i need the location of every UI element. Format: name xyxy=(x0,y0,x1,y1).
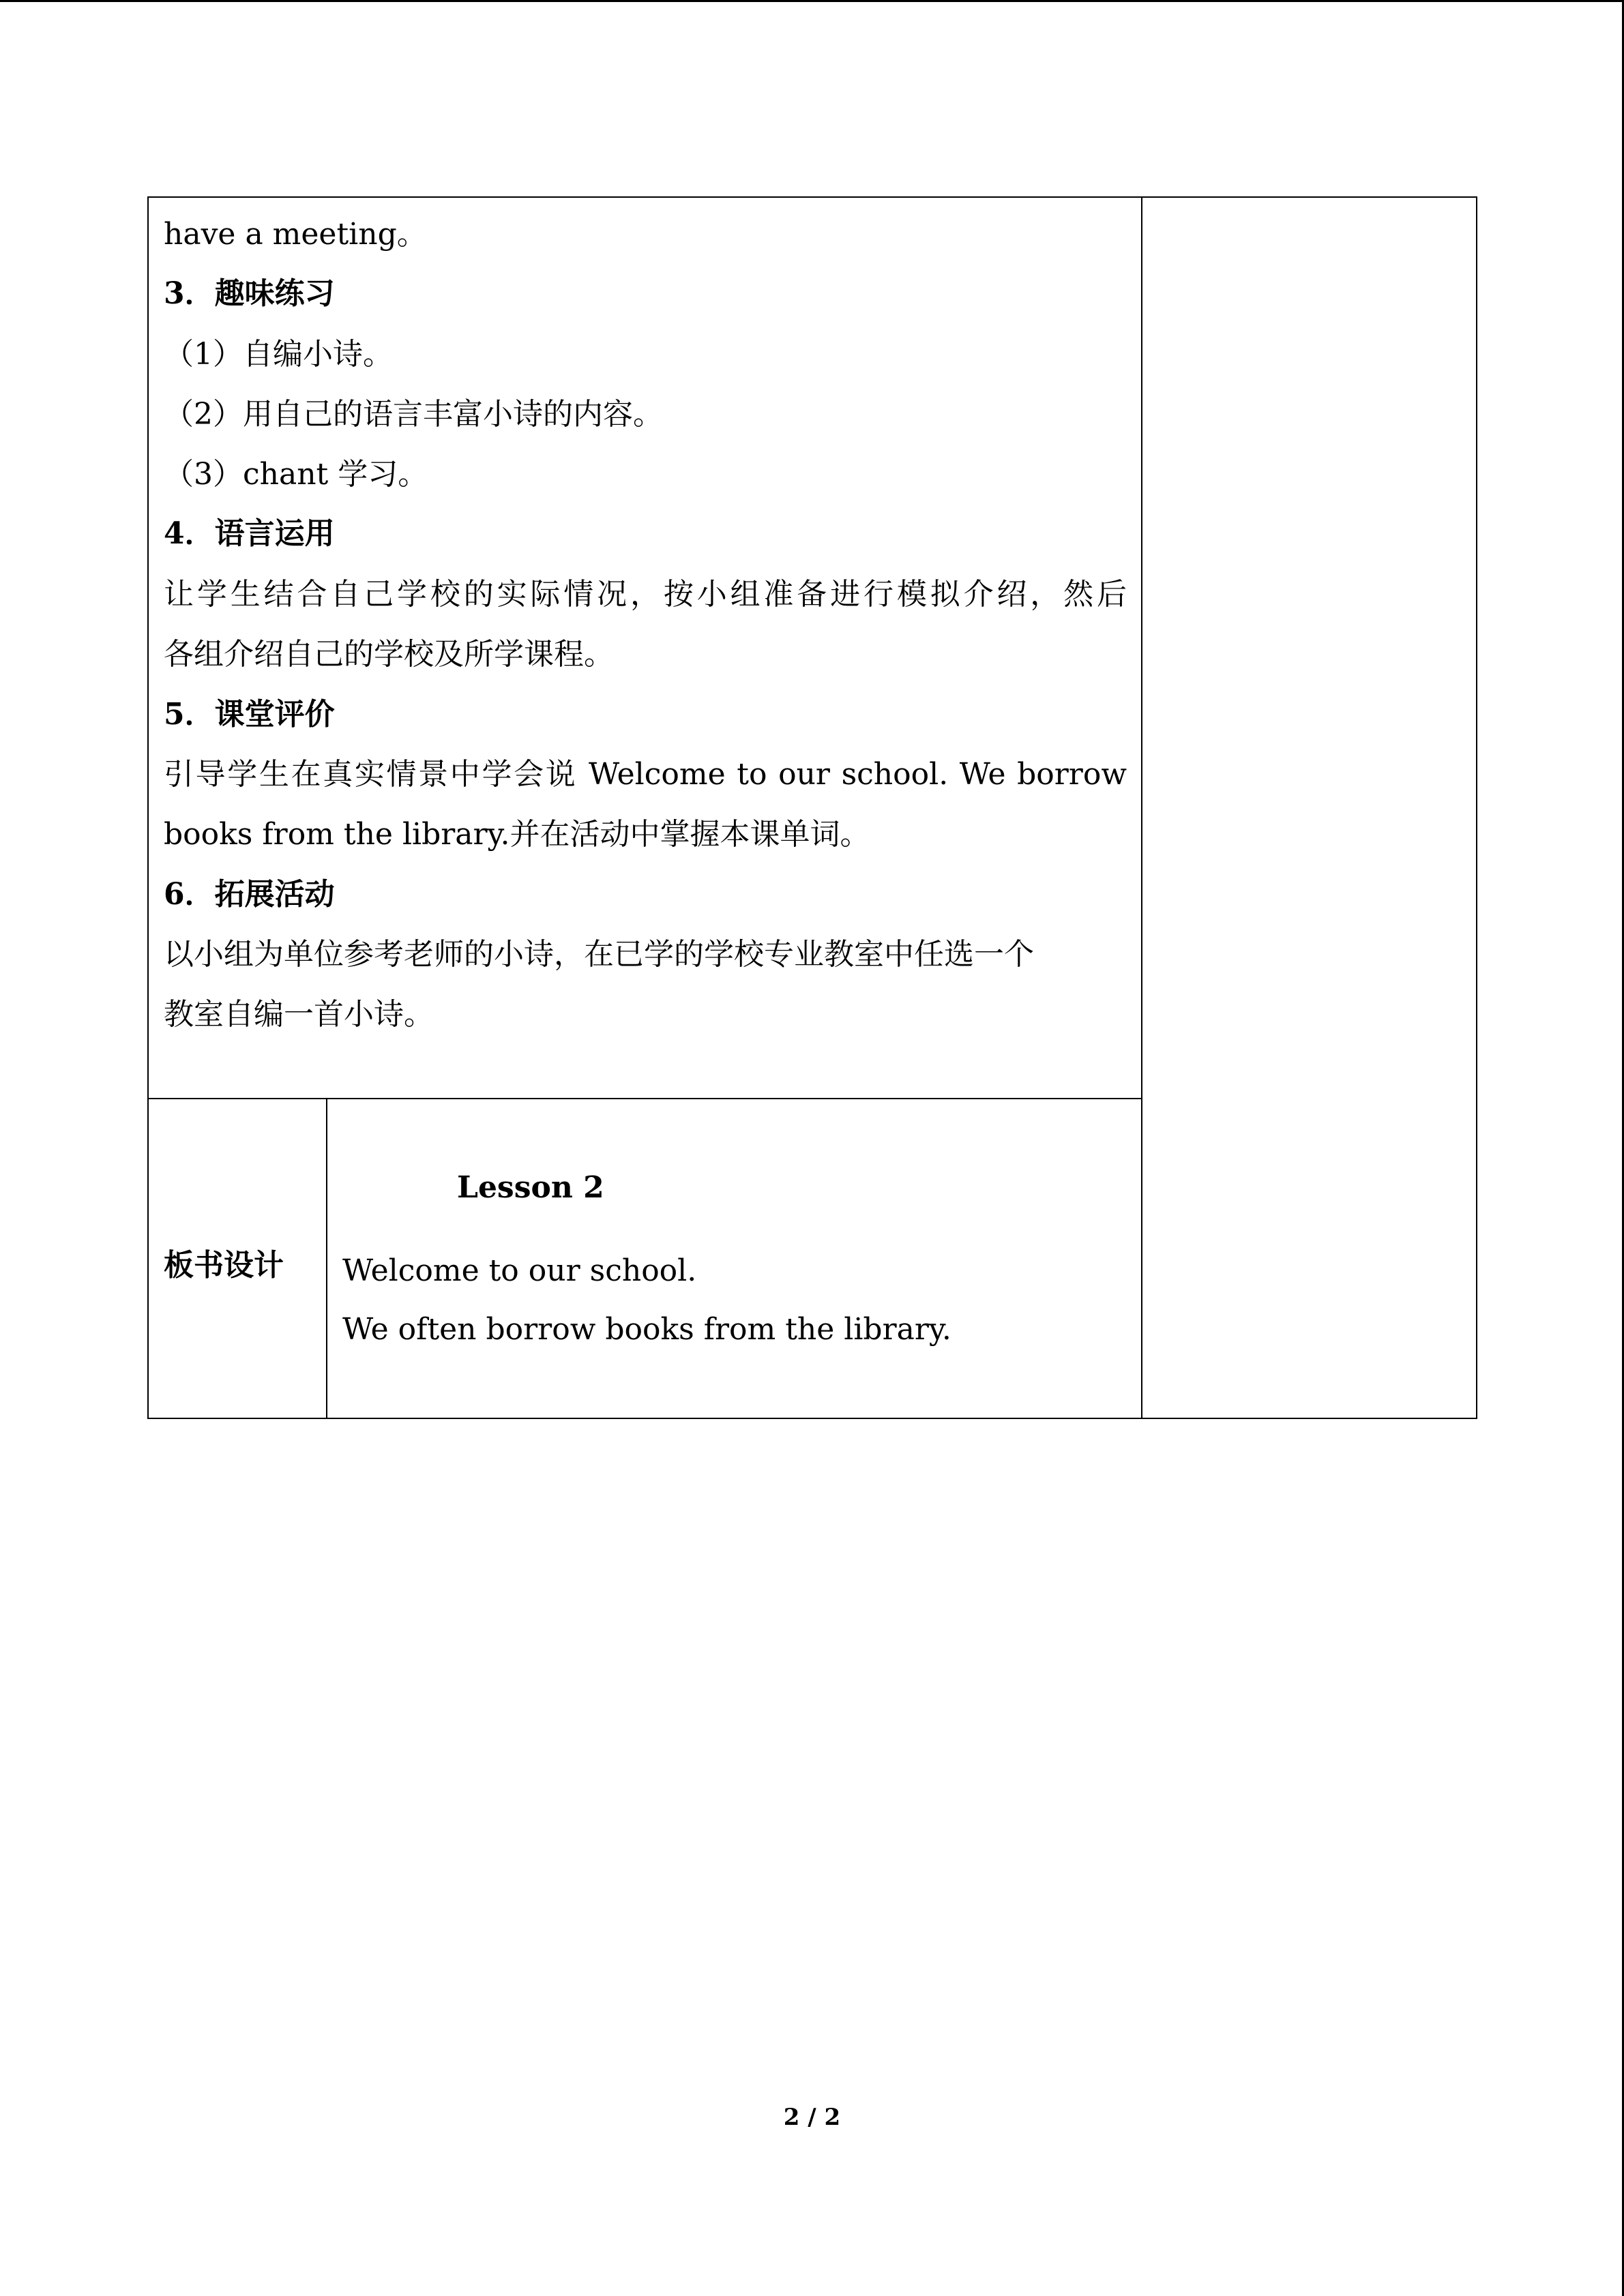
board-sentence: Welcome to our school. xyxy=(342,1253,697,1288)
board-sentence: We often borrow books from the library. xyxy=(342,1312,951,1347)
section-heading-6: 6．拓展活动 xyxy=(164,877,335,912)
notes-column-divider xyxy=(1141,196,1142,1419)
content-line: books from the library.并在活动中掌握本课单词。 xyxy=(164,817,870,852)
content-line: （1）自编小诗。 xyxy=(164,337,393,372)
page-top-border xyxy=(0,0,1624,2)
board-row-divider xyxy=(147,1098,1142,1099)
content-line: （3）chant 学习。 xyxy=(164,457,428,492)
page-number: 2 / 2 xyxy=(783,2104,841,2131)
board-label-divider xyxy=(326,1098,327,1419)
content-line: 让学生结合自己学校的实际情况，按小组准备进行模拟介绍，然后 xyxy=(164,577,1127,612)
section-heading-5: 5．课堂评价 xyxy=(164,697,335,732)
board-design-label: 板书设计 xyxy=(164,1248,284,1283)
section-heading-3: 3．趣味练习 xyxy=(164,276,335,311)
content-line: have a meeting。 xyxy=(164,217,427,252)
content-line: （2）用自己的语言丰富小诗的内容。 xyxy=(164,397,663,432)
board-lesson-title: Lesson 2 xyxy=(457,1170,604,1205)
section-heading-4: 4．语言运用 xyxy=(164,516,335,551)
content-line: 各组介绍自己的学校及所学课程。 xyxy=(164,637,614,672)
content-line: 引导学生在真实情景中学会说 Welcome to our school. We borrow xyxy=(164,757,1127,792)
content-line: 教室自编一首小诗。 xyxy=(164,997,434,1032)
lesson-plan-table xyxy=(147,196,1477,1419)
content-line: 以小组为单位参考老师的小诗，在已学的学校专业教室中任选一个 xyxy=(164,937,1034,972)
